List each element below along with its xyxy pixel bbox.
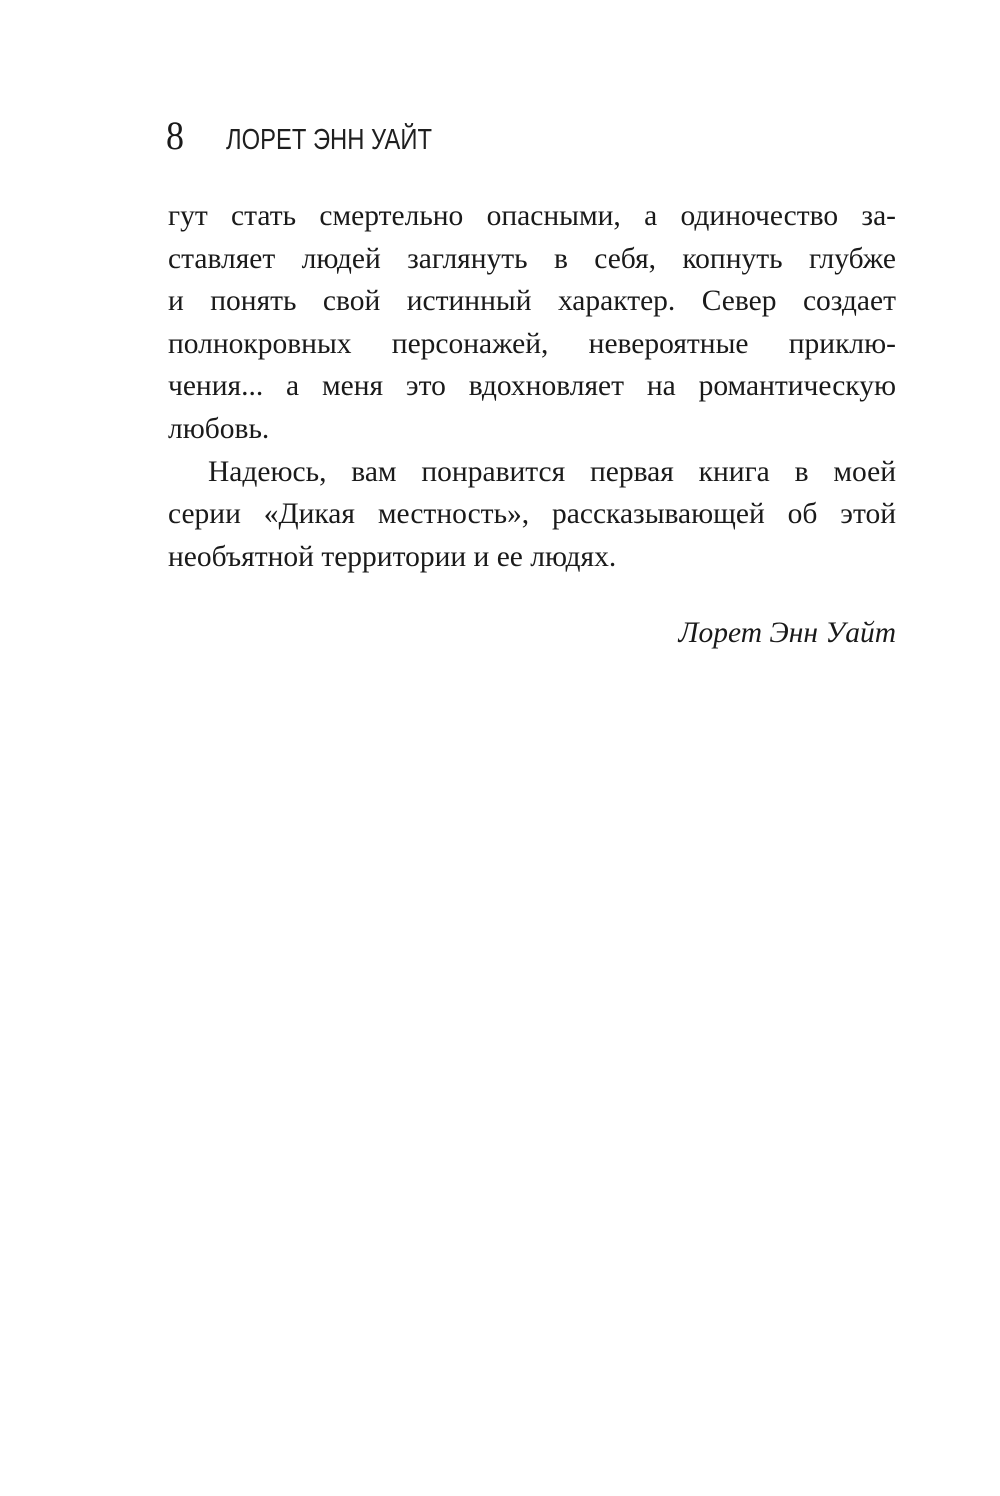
text-line: ставляет людей заглянуть в себя, копнуть глубже (168, 242, 896, 275)
paragraph-1 (168, 195, 896, 451)
author-signature: Лорет Энн Уайт (678, 617, 896, 649)
text-line: Надеюсь, вам понравится первая книга в моей (208, 455, 896, 488)
paragraph-2 (168, 451, 896, 579)
running-head (166, 112, 477, 172)
text-line: полнокровных персонажей, невероятные приклю- (168, 327, 896, 360)
text-line: любовь. (168, 412, 270, 445)
header-author-name: ЛОРЕТ ЭНН УАЙТ (226, 124, 432, 156)
text-line: чения... а меня это вдохновляет на романтическую (168, 370, 896, 403)
text-line: и понять свой истинный характер. Север создает (168, 285, 896, 318)
text-line: серии «Дикая местность», рассказывающей об этой (168, 498, 896, 531)
page-number: 8 (166, 113, 184, 158)
body-text (168, 195, 896, 578)
text-line: гут стать смертельно опасными, а одиночество за- (168, 200, 896, 232)
text-line: необъятной территории и ее людях. (168, 540, 617, 573)
